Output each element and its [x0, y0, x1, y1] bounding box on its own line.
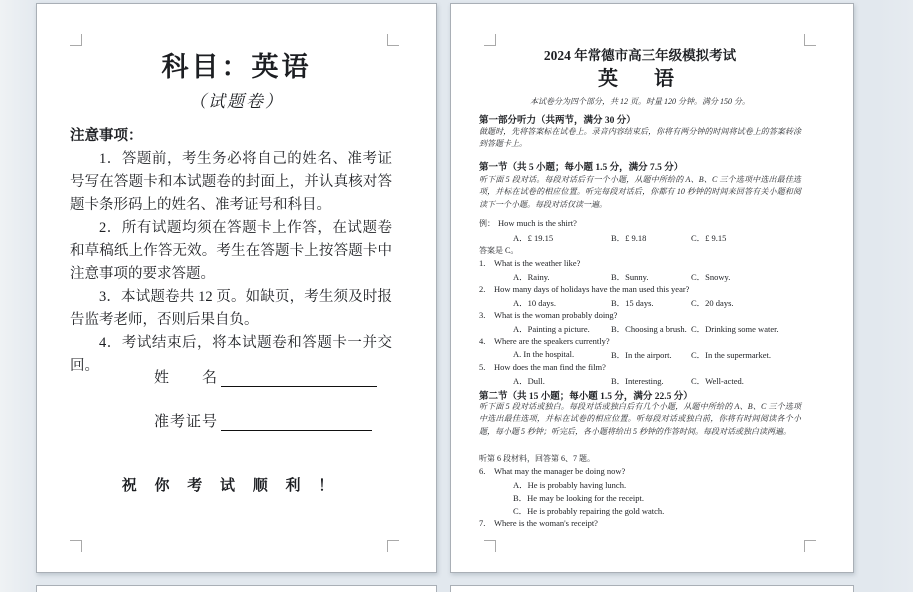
option-b: B．£ 9.18	[611, 233, 647, 243]
option-a: A．Painting a picture.	[513, 324, 590, 334]
notice-heading: 注意事项：	[70, 128, 143, 144]
section1-note: 听下面 5 段对话。每段对话后有一个小题，从题中所给的 A、B、C 三个选项中选出最佳选项，并标在试卷的相应位置。听完每段对话后，你都有 10 秒钟的时间来回答有关小题和阅读下一个小题。每段对话仅读一遍。	[479, 175, 801, 209]
option-c: C．Well-acted.	[691, 376, 744, 386]
question-6-option-b: B．He may be looking for the receipt.	[513, 493, 645, 503]
exam-note: 本试卷分为四个部分，共 12 页。时量 120 分钟。满分 150 分。	[530, 97, 750, 106]
name-fill-row	[154, 366, 377, 387]
part1-note: 做题时，先将答案标在试卷上。录音内容结束后，你将有两分钟的时间将试卷上的答案转涂到答题卡上。	[479, 127, 801, 149]
notice-block	[70, 125, 392, 378]
question-3	[479, 310, 801, 320]
question-3-options	[479, 323, 801, 335]
question-text: What is the weather like?	[494, 258, 581, 268]
question-number: 7.	[479, 518, 486, 528]
question-number: 6.	[479, 466, 486, 476]
notice-item: 1．答题前，考生务必将自己的姓名、准考证号写在答题卡和本试题卷的封面上，并认真核对答题卡条形码上的姓名、准考证号和科目。	[70, 151, 392, 213]
admission-id-blank-line	[221, 414, 372, 431]
option-a: A．£ 19.15	[513, 233, 554, 243]
option-c: C．In the supermarket.	[691, 350, 772, 360]
exam-body	[479, 4, 809, 574]
question-number: 3.	[479, 310, 486, 320]
question-text: What is the woman probably doing?	[494, 310, 618, 320]
example-question-text: How much is the shirt?	[498, 218, 577, 228]
question-text: Where is the woman's receipt?	[494, 518, 598, 528]
option-a: A．10 days.	[513, 298, 556, 308]
crop-mark	[387, 540, 399, 552]
question-2-options	[479, 297, 801, 309]
question-text: What may the manager be doing now?	[494, 466, 626, 476]
exam-title: 2024 年常德市高三年级模拟考试	[543, 48, 737, 63]
option-b: B．In the airport.	[611, 350, 672, 360]
question-7	[479, 518, 801, 528]
question-5-options	[479, 375, 801, 387]
example-answer: 答案是 C。	[479, 246, 519, 255]
part1-heading: 第一部分听力（共两节，满分 30 分）	[479, 116, 636, 126]
name-label: 姓 名	[154, 370, 219, 386]
question-6-option-a: A．He is probably having lunch.	[513, 480, 627, 490]
question-6	[479, 466, 801, 476]
cover-subtitle: （试题卷）	[189, 92, 284, 111]
admission-id-fill-row	[154, 410, 372, 431]
page-1-cover[interactable]	[36, 3, 437, 573]
question-2	[479, 284, 801, 294]
option-b: B．Interesting.	[611, 376, 664, 386]
question-text: Where are the speakers currently?	[494, 336, 610, 346]
example-question	[479, 218, 801, 229]
notice-item: 4．考试结束后，将本试题卷和答题卡一并交回。	[70, 335, 392, 374]
question-text: How does the man find the film?	[494, 362, 606, 372]
question-number: 1.	[479, 258, 486, 268]
question-number: 5.	[479, 362, 486, 372]
question-number: 2.	[479, 284, 486, 294]
section2-heading: 第二节（共 15 小题；每小题 1.5 分，满分 22.5 分）	[479, 392, 693, 402]
option-b: B．Choosing a brush.	[611, 324, 687, 334]
crop-mark	[70, 540, 82, 552]
option-b: B．15 days.	[611, 298, 654, 308]
section2-note: 听下面 5 段对话或独白。每段对话或独白后有几个小题，从题中所给的 A、B、C 三个选项中选出最佳选项，并标在试卷的相应位置。听每段对话或独白前，你将有时间阅读各个小题，每小题 5 秒钟；听完后，各小题将给出 5 秒钟的作答时间。每段对话或独白读两遍。	[479, 402, 801, 436]
page-2-exam[interactable]	[450, 3, 854, 573]
option-b: B．Sunny.	[611, 272, 649, 282]
option-a: A．Rainy.	[513, 272, 550, 282]
option-c: C．Snowy.	[691, 272, 731, 282]
good-luck-text: 祝 你 考 试 顺 利 ！	[121, 478, 341, 494]
option-c: C．£ 9.15	[691, 233, 727, 243]
material-note: 听第 6 段材料，回答第 6、7 题。	[479, 454, 595, 463]
question-text: How many days of holidays have the man used this year?	[494, 284, 690, 294]
example-label: 例：	[479, 219, 495, 228]
question-1	[479, 258, 801, 268]
notice-item: 3．本试题卷共 12 页。如缺页，考生须及时报告监考老师，否则后果自负。	[70, 289, 392, 328]
page-3-top-edge[interactable]	[36, 585, 437, 592]
option-c: C．20 days.	[691, 298, 734, 308]
exam-subject: 英 语	[598, 68, 682, 90]
question-6-option-c: C．He is probably repairing the gold watch.	[513, 506, 665, 516]
admission-id-label: 准考证号	[154, 414, 219, 430]
example-options	[479, 232, 801, 244]
question-1-options	[479, 271, 801, 283]
notice-item: 2．所有试题均须在答题卡上作答，在试题卷和草稿纸上作答无效。考生在答题卡上按答题卡中注意事项的要求答题。	[70, 220, 392, 282]
page-4-top-edge[interactable]	[450, 585, 854, 592]
option-c: C．Drinking some water.	[691, 324, 779, 334]
option-a: A. In the hospital.	[513, 349, 575, 359]
question-4-options	[479, 349, 801, 361]
cover-title: 科目：英语	[161, 52, 312, 82]
name-blank-line	[221, 370, 377, 387]
section1-heading: 第一节（共 5 小题；每小题 1.5 分，满分 7.5 分）	[479, 163, 684, 173]
question-number: 4.	[479, 336, 486, 346]
question-4	[479, 336, 801, 346]
question-5	[479, 362, 801, 372]
option-a: A．Dull.	[513, 376, 545, 386]
